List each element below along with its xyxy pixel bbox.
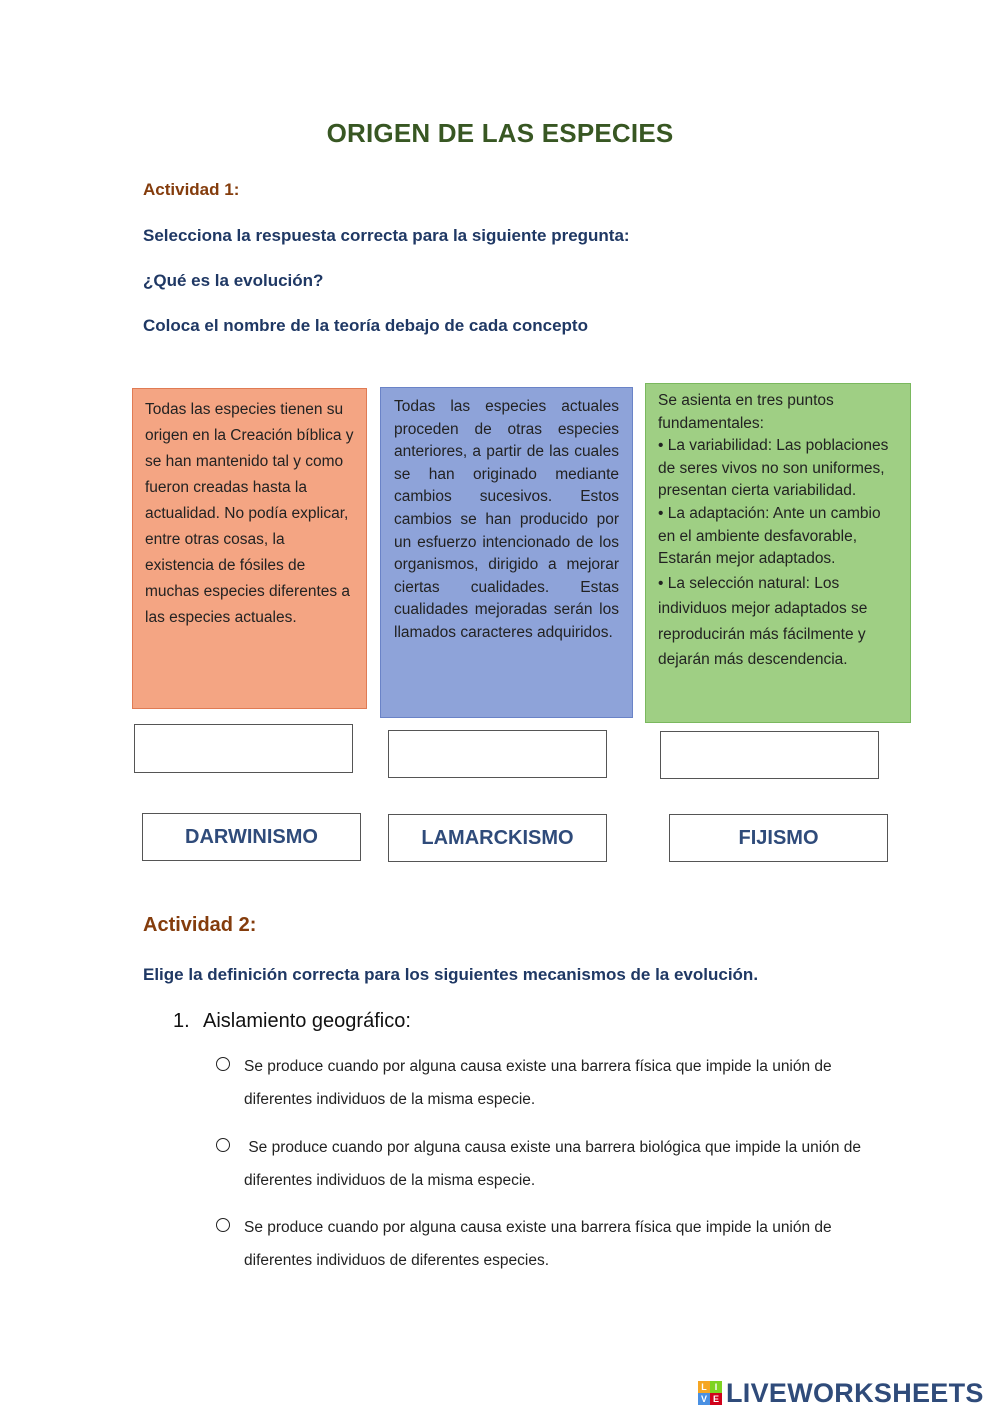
concept-card-lamarckismo-text: Todas las especies actuales proceden de otras especies anteriores, a partir de las cuales se han originado mediante cambios sucesivos. Estos cambios se han producido por un esfuerzo intencionado de los organismos, dirigido a mejorar ciertas cualidades. Estas cualidades mejoradas serán los llamados caracteres adquiridos. [394,398,619,641]
word-tile-darwinismo[interactable]: DARWINISMO [142,813,361,861]
answer-drop-box-3[interactable] [660,731,879,779]
answer-drop-box-1[interactable] [134,724,353,773]
option-3-text: Se produce cuando por alguna causa existe una barrera física que impide la unión de diferentes individuos de diferentes especies. [244,1219,832,1269]
darwin-intro: Se asienta en tres puntos fundamentales: [658,392,834,432]
option-1-text: Se produce cuando por alguna causa existe una barrera física que impide la unión de diferentes individuos de la misma especie. [244,1058,832,1108]
darwin-bullet-variabilidad: • La variabilidad: Las poblaciones de seres vivos no son uniformes, presentan cierta variabilidad. [658,437,889,500]
activity-2-instruction: Elige la definición correcta para los siguientes mecanismos de la evolución. [143,965,759,984]
concept-card-fijismo [132,388,367,709]
liveworksheets-logo [698,1376,984,1410]
word-tile-lamarckismo[interactable]: LAMARCKISMO [388,814,607,862]
logo-letter-i: I [710,1381,722,1393]
darwin-bullet-adaptacion: • La adaptación: Ante un cambio en el ambiente desfavorable, Estarán mejor adaptados. [658,504,881,568]
activity-1-instruction: Selecciona la respuesta correcta para la siguiente pregunta: [143,226,630,245]
logo-letter-l: L [698,1381,710,1393]
option-1[interactable] [216,1050,876,1116]
radio-button-option-1[interactable] [216,1057,230,1071]
liveworksheets-brand-text: LIVEWORKSHEETS [726,1377,984,1408]
logo-letter-v: V [698,1393,710,1405]
question-1 [173,1010,411,1033]
activity-1-instruction-2: Coloca el nombre de la teoría debajo de cada concepto [143,316,588,335]
darwin-bullet-seleccion: • La selección natural: Los individuos mejor adaptados se reproducirán más fácilmente y dejarán más descendencia. [658,574,868,669]
concept-card-darwinismo [645,383,911,723]
logo-letter-e: E [710,1393,722,1405]
activity-1-question: ¿Qué es la evolución? [143,271,324,290]
option-3[interactable] [216,1211,876,1277]
liveworksheets-logo-icon [698,1381,722,1405]
radio-button-option-3[interactable] [216,1218,230,1232]
page-title: ORIGEN DE LAS ESPECIES [326,118,674,148]
radio-button-option-2[interactable] [216,1138,230,1152]
question-1-label: Aislamiento geográfico: [203,1010,411,1032]
activity-2-heading: Actividad 2: [143,914,257,936]
answer-drop-box-2[interactable] [388,730,607,778]
concept-card-lamarckismo [380,387,633,718]
option-2-text: Se produce cuando por alguna causa existe una barrera biológica que impide la unión de diferentes individuos de la misma especie. [244,1139,866,1189]
activity-1-heading: Actividad 1: [143,180,240,199]
word-tile-fijismo[interactable]: FIJISMO [669,814,888,862]
question-1-number: 1. [173,1010,190,1032]
concept-card-fijismo-text: Todas las especies tienen su origen en la Creación bíblica y se han mantenido tal y como fueron creadas hasta la actualidad. No podía explicar, entre otras cosas, la existencia de fósiles de muchas especies diferentes a las especies actuales. [145,401,354,626]
option-2[interactable] [216,1131,876,1197]
